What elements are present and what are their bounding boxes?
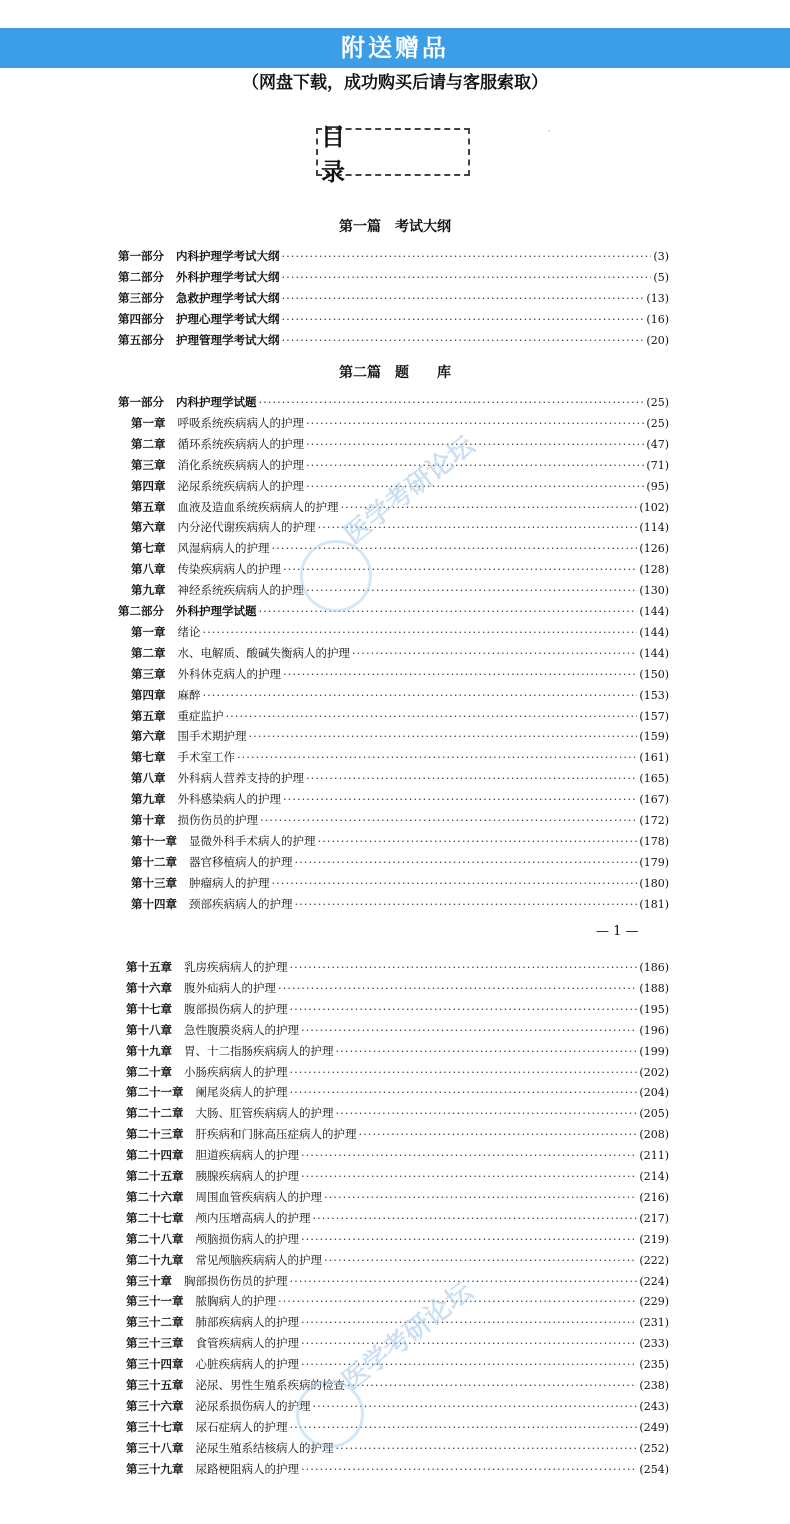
toc-entry	[131, 622, 669, 642]
toc-entry-title: 麻醉	[177, 687, 201, 702]
toc-leader-dots	[290, 999, 638, 1019]
toc-entry	[131, 413, 669, 433]
toc-entry-title: 呼吸系统疾病病人的护理	[177, 415, 304, 430]
toc-entry-number: 第十一章	[131, 833, 177, 848]
toc-entry-number: 第一章	[131, 415, 166, 430]
toc-entry	[126, 1438, 669, 1458]
toc-entry-title: 手术室工作	[177, 750, 235, 765]
watermark-text: 医学考研论坛	[338, 430, 481, 551]
toc-entry	[131, 538, 669, 558]
toc-leader-dots	[226, 706, 638, 726]
toc-entry-title: 急救护理学考试大纲	[176, 290, 280, 305]
toc-entry-page: (130)	[639, 584, 669, 598]
toc-entry-title: 腹部损伤病人的护理	[184, 1001, 288, 1016]
toc-entry	[126, 1417, 669, 1437]
toc-entry-title: 肝疾病和门脉高压症病人的护理	[195, 1127, 357, 1142]
toc-entry-number: 第二部分	[118, 269, 164, 284]
toc-leader-dots	[318, 831, 638, 851]
toc-entry-number: 第五部分	[118, 332, 164, 347]
toc-entry-number: 第十五章	[126, 960, 172, 974]
part2-heading: 第二篇 题 库	[339, 365, 451, 381]
toc-entry-page: (231)	[639, 1316, 669, 1330]
toc-entry-page: (224)	[639, 1274, 669, 1288]
toc-leader-dots	[301, 1333, 637, 1353]
toc-entry-title: 护理管理学考试大纲	[176, 332, 280, 347]
toc-entry-page: (238)	[639, 1379, 669, 1392]
toc-entry-number: 第七章	[131, 541, 166, 556]
toc-entry-page: (150)	[639, 667, 669, 681]
toc-leader-dots	[301, 1020, 637, 1040]
toc-leader-dots	[249, 726, 638, 746]
toc-leader-dots	[283, 664, 637, 684]
toc-entry	[118, 392, 669, 412]
toc-entry	[126, 1103, 669, 1123]
toc-leader-dots	[203, 622, 638, 642]
page-number: — 1 —	[596, 924, 639, 939]
toc-entry-page: (235)	[639, 1358, 669, 1372]
toc-entry-title: 腹外疝病人的护理	[184, 980, 276, 995]
toc-entry-title: 颈部疾病病人的护理	[189, 896, 293, 911]
toc-entry-title: 外科病人营养支持的护理	[177, 771, 304, 786]
toc-entry	[131, 831, 669, 851]
toc-leader-dots	[282, 288, 645, 308]
toc-entry	[131, 434, 669, 454]
gift-banner: 附送赠品	[0, 28, 790, 68]
toc-entry-title: 循环系统疾病病人的护理	[177, 436, 304, 451]
toc-leader-dots	[306, 476, 644, 496]
toc-leader-dots	[259, 392, 645, 412]
toc-entry-number: 第十九章	[126, 1043, 172, 1058]
toc-entry-title: 围手术期护理	[177, 729, 247, 744]
toc-entry-title: 泌尿系统疾病病人的护理	[177, 478, 304, 493]
toc-entry-page: (144)	[639, 605, 669, 618]
toc-entry-title: 胰腺疾病病人的护理	[195, 1169, 299, 1183]
toc-entry-title: 颅内压增高病人的护理	[195, 1210, 311, 1225]
toc-entry	[131, 873, 669, 893]
toc-entry-title: 绪论	[177, 624, 201, 639]
toc-entry-number: 第十二章	[131, 854, 177, 869]
toc-entry-title: 尿石症病人的护理	[195, 1419, 288, 1434]
toc-entry-number: 第十八章	[126, 1022, 172, 1037]
toc-entry-title: 脓胸病人的护理	[195, 1294, 276, 1309]
toc-leader-dots	[282, 330, 645, 350]
toc-entry	[126, 1291, 669, 1311]
toc-entry-page: (144)	[639, 646, 669, 660]
toc-entry-title: 泌尿系损伤病人的护理	[195, 1398, 311, 1413]
toc-entry-number: 第二章	[131, 436, 166, 451]
toc-entry	[118, 267, 669, 287]
toc-entry	[118, 309, 669, 329]
toc-entry	[118, 330, 669, 350]
toc-entry-number: 第五章	[131, 499, 166, 514]
toc-entry-title: 消化系统疾病病人的护理	[177, 457, 304, 472]
toc-entry	[126, 1459, 669, 1479]
toc-entry	[126, 1375, 669, 1395]
toc-leader-dots	[301, 1166, 637, 1186]
toc-entry-page: (214)	[639, 1170, 669, 1183]
toc-entry-page: (243)	[639, 1399, 669, 1413]
toc-entry	[131, 559, 669, 579]
toc-entry-page: (252)	[639, 1441, 669, 1455]
toc-entry-page: (3)	[653, 250, 669, 263]
toc-entry	[131, 580, 669, 600]
toc-entry-number: 第二十九章	[126, 1252, 184, 1267]
toc-entry	[131, 894, 669, 914]
toc-entry	[131, 747, 669, 767]
toc-entry-number: 第四章	[131, 687, 166, 702]
toc-entry-number: 第三十六章	[126, 1398, 184, 1413]
toc-entry-number: 第一部分	[118, 395, 164, 409]
toc-entry-title: 颅脑损伤病人的护理	[195, 1231, 299, 1246]
toc-entry-page: (95)	[646, 479, 669, 493]
toc-leader-dots	[306, 768, 637, 788]
toc-entry-number: 第二部分	[118, 604, 164, 618]
toc-entry	[126, 999, 669, 1019]
toc-entry-page: (25)	[646, 416, 669, 430]
toc-entry-number: 第二十章	[126, 1064, 172, 1079]
toc-leader-dots	[301, 1459, 637, 1479]
toc-leader-dots	[295, 852, 638, 872]
toc-entry-title: 周围血管疾病病人的护理	[195, 1189, 322, 1204]
toc-entry-title: 内分泌代谢疾病病人的护理	[177, 520, 316, 535]
part1-heading: 第一篇 考试大纲	[339, 219, 451, 235]
toc-entry-number: 第十四章	[131, 896, 177, 911]
toc-entry-page: (249)	[639, 1420, 669, 1434]
toc-entry	[131, 643, 669, 663]
toc-leader-dots	[313, 1208, 638, 1228]
toc-entry-page: (153)	[639, 688, 669, 702]
toc-entry	[126, 957, 669, 977]
toc-entry-number: 第三章	[131, 666, 166, 681]
toc-entry-title: 外科护理学试题	[176, 604, 257, 618]
toc-entry-title: 胆道疾病病人的护理	[195, 1148, 299, 1163]
toc-entry-title: 泌尿生殖系结核病人的护理	[195, 1440, 334, 1455]
toc-leader-dots	[272, 873, 638, 893]
toc-entry-page: (114)	[639, 521, 669, 535]
toc-entry-number: 第三十四章	[126, 1357, 184, 1372]
toc-entry-title: 风湿病病人的护理	[177, 541, 270, 556]
toc-entry-page: (128)	[639, 563, 669, 577]
toc-entry	[126, 1020, 669, 1040]
toc-leader-dots	[336, 1438, 638, 1458]
toc-entry-number: 第四章	[131, 478, 166, 493]
toc-entry-number: 第三十二章	[126, 1315, 184, 1330]
toc-entry-title: 血液及造血系统疾病病人的护理	[177, 499, 339, 514]
watermark-logo-icon	[300, 540, 372, 612]
toc-leader-dots	[336, 1041, 638, 1061]
toc-entry-page: (186)	[639, 961, 669, 974]
toc-entry-number: 第四部分	[118, 311, 164, 326]
toc-entry-number: 第二十七章	[126, 1210, 184, 1225]
toc-entry-page: (208)	[639, 1128, 669, 1142]
toc-entry-page: (204)	[639, 1086, 669, 1100]
toc-entry-number: 第十章	[131, 813, 166, 827]
toc-entry	[126, 1187, 669, 1207]
toc-entry-title: 损伤伤员的护理	[177, 813, 258, 827]
toc-entry-title: 急性腹膜炎病人的护理	[184, 1022, 299, 1037]
toc-leader-dots	[237, 747, 637, 767]
toc-entry-page: (181)	[639, 897, 669, 911]
toc-entry-title: 外科休克病人的护理	[177, 666, 281, 681]
toc-entry-title: 泌尿、男性生殖系疾病的检查	[195, 1378, 345, 1392]
toc-entry	[118, 288, 669, 308]
toc-entry-number: 第七章	[131, 750, 166, 765]
toc-entry	[131, 664, 669, 684]
toc-entry-page: (16)	[646, 312, 669, 326]
toc-entry-page: (233)	[639, 1337, 669, 1351]
toc-leader-dots	[290, 1062, 638, 1082]
toc-leader-dots	[301, 1229, 637, 1249]
toc-entry-page: (178)	[639, 834, 669, 848]
toc-leader-dots	[290, 1082, 638, 1102]
toc-entry	[126, 1062, 669, 1082]
toc-entry	[131, 517, 669, 537]
toc-leader-dots	[336, 1103, 638, 1123]
watermark-text: 医学考研论坛	[336, 1276, 479, 1397]
toc-entry	[131, 685, 669, 705]
toc-entry-page: (47)	[646, 437, 669, 451]
toc-leader-dots	[283, 789, 637, 809]
toc-entry-title: 外科感染病人的护理	[177, 792, 281, 807]
toc-entry-title: 胃、十二指肠疾病病人的护理	[184, 1043, 334, 1058]
toc-entry	[126, 1208, 669, 1228]
toc-leader-dots	[290, 957, 638, 977]
toc-entry-title: 尿路梗阻病人的护理	[195, 1461, 299, 1476]
toc-entry-number: 第二十三章	[126, 1127, 184, 1142]
toc-entry-page: (219)	[639, 1232, 669, 1246]
toc-entry-title: 护理心理学考试大纲	[176, 311, 280, 326]
toc-entry-page: (180)	[639, 876, 669, 890]
gift-subtitle: （网盘下载，成功购买后请与客服索取）	[242, 73, 548, 93]
toc-entry-number: 第五章	[131, 708, 166, 723]
toc-entry-page: (217)	[639, 1211, 669, 1225]
toc-entry-number: 第二章	[131, 645, 166, 660]
toc-entry-title: 重症监护	[177, 708, 224, 723]
toc-entry-number: 第六章	[131, 520, 166, 535]
toc-leader-dots	[347, 1375, 637, 1395]
toc-entry-number: 第三十一章	[126, 1294, 184, 1309]
scan-speck: ·	[548, 127, 551, 136]
toc-leader-dots	[324, 1250, 637, 1270]
toc-entry-page: (216)	[639, 1190, 669, 1204]
toc-leader-dots	[282, 267, 652, 287]
toc-leader-dots	[295, 894, 638, 914]
toc-entry-number: 第十三章	[131, 875, 177, 890]
toc-entry	[126, 1145, 669, 1165]
toc-entry	[126, 1166, 669, 1186]
toc-entry-number: 第三十八章	[126, 1440, 184, 1455]
toc-entry-title: 常见颅脑疾病病人的护理	[195, 1252, 322, 1267]
toc-leader-dots	[282, 246, 652, 266]
toc-entry-page: (179)	[639, 855, 669, 869]
toc-entry-title: 内科护理学试题	[176, 395, 257, 409]
toc-entry-page: (172)	[639, 814, 669, 827]
toc-entry-title: 传染疾病病人的护理	[177, 562, 281, 577]
toc-entry-title: 显微外科手术病人的护理	[189, 833, 316, 848]
toc-entry-title: 心脏疾病病人的护理	[195, 1357, 299, 1372]
toc-entry	[126, 1041, 669, 1061]
toc-entry-title: 胸部损伤伤员的护理	[184, 1273, 288, 1288]
toc-entry-title: 阑尾炎病人的护理	[195, 1085, 288, 1100]
toc-entry-title: 乳房疾病病人的护理	[184, 960, 288, 974]
toc-entry-title: 肺部疾病病人的护理	[195, 1315, 299, 1330]
toc-entry-title: 小肠疾病病人的护理	[184, 1064, 288, 1079]
toc-entry-number: 第八章	[131, 771, 166, 786]
toc-entry-number: 第一部分	[118, 249, 164, 263]
toc-entry-number: 第二十一章	[126, 1085, 184, 1100]
toc-entry	[126, 1082, 669, 1102]
toc-entry-page: (159)	[639, 730, 669, 744]
toc-entry-title: 神经系统疾病病人的护理	[177, 583, 304, 598]
toc-entry	[118, 601, 669, 621]
toc-entry	[126, 1271, 669, 1291]
toc-entry-number: 第二十五章	[126, 1169, 184, 1183]
toc-entry-number: 第二十八章	[126, 1231, 184, 1246]
toc-leader-dots	[301, 1312, 637, 1332]
toc-entry-number: 第一章	[131, 624, 166, 639]
toc-entry-page: (5)	[653, 270, 669, 284]
toc-entry-page: (205)	[639, 1107, 669, 1121]
toc-entry	[126, 1396, 669, 1416]
toc-entry	[131, 726, 669, 746]
toc-entry-number: 第九章	[131, 792, 166, 807]
toc-entry-page: (102)	[639, 500, 669, 514]
toc-entry-number: 第十七章	[126, 1001, 172, 1016]
toc-entry	[126, 1124, 669, 1144]
toc-entry-number: 第十六章	[126, 980, 172, 995]
toc-entry-page: (20)	[646, 333, 669, 347]
toc-entry-title: 食管疾病病人的护理	[195, 1336, 299, 1351]
toc-entry-page: (157)	[639, 709, 669, 723]
toc-leader-dots	[278, 978, 637, 998]
toc-entry-number: 第九章	[131, 583, 166, 598]
toc-leader-dots	[260, 810, 637, 830]
toc-leader-dots	[301, 1145, 637, 1165]
toc-entry-number: 第三十九章	[126, 1461, 184, 1476]
toc-entry-title: 内科护理学考试大纲	[176, 249, 280, 263]
toc-entry-title: 外科护理学考试大纲	[176, 269, 280, 284]
toc-entry-page: (222)	[639, 1253, 669, 1267]
toc-entry-page: (211)	[639, 1149, 669, 1163]
toc-entry-page: (195)	[639, 1002, 669, 1016]
toc-entry	[131, 789, 669, 809]
toc-leader-dots	[352, 643, 637, 663]
toc-entry-number: 第三章	[131, 457, 166, 472]
toc-entry-number: 第三十五章	[126, 1378, 184, 1392]
toc-entry-number: 第三十章	[126, 1273, 172, 1288]
toc-entry-number: 第二十四章	[126, 1148, 184, 1163]
toc-entry-page: (161)	[639, 751, 669, 765]
toc-entry-page: (188)	[639, 981, 669, 995]
toc-entry-number: 第三十七章	[126, 1419, 184, 1434]
toc-entry-page: (202)	[639, 1065, 669, 1079]
toc-leader-dots	[203, 685, 638, 705]
toc-entry-page: (144)	[639, 625, 669, 639]
toc-entry	[131, 768, 669, 788]
toc-entry	[126, 1229, 669, 1249]
toc-title: 目 录	[316, 128, 470, 176]
toc-entry-page: (254)	[639, 1462, 669, 1476]
toc-entry-title: 水、电解质、酸碱失衡病人的护理	[177, 645, 350, 660]
toc-entry-page: (126)	[639, 542, 669, 556]
toc-leader-dots	[324, 1187, 637, 1207]
toc-entry	[131, 852, 669, 872]
toc-entry-page: (229)	[639, 1295, 669, 1309]
toc-entry-title: 器官移植病人的护理	[189, 854, 293, 869]
toc-entry-number: 第六章	[131, 729, 166, 744]
toc-entry-page: (196)	[639, 1023, 669, 1037]
toc-leader-dots	[359, 1124, 638, 1144]
toc-entry	[131, 706, 669, 726]
toc-entry-page: (13)	[646, 291, 669, 305]
toc-leader-dots	[306, 413, 644, 433]
toc-leader-dots	[282, 309, 645, 329]
toc-entry	[126, 978, 669, 998]
toc-entry-number: 第八章	[131, 562, 166, 577]
toc-entry-page: (25)	[646, 396, 669, 409]
toc-entry-number: 第三部分	[118, 290, 164, 305]
toc-entry-title: 肿瘤病人的护理	[189, 875, 270, 890]
toc-entry	[118, 246, 669, 266]
toc-entry-number: 第三十三章	[126, 1336, 184, 1351]
toc-entry-number: 第二十二章	[126, 1106, 184, 1121]
toc-entry-page: (165)	[639, 772, 669, 786]
toc-entry-page: (199)	[639, 1044, 669, 1058]
toc-entry-page: (167)	[639, 793, 669, 807]
toc-entry-number: 第二十六章	[126, 1189, 184, 1204]
toc-entry-title: 大肠、肛管疾病病人的护理	[195, 1106, 334, 1121]
toc-entry	[126, 1250, 669, 1270]
toc-entry	[131, 810, 669, 830]
toc-entry-page: (71)	[646, 458, 669, 472]
